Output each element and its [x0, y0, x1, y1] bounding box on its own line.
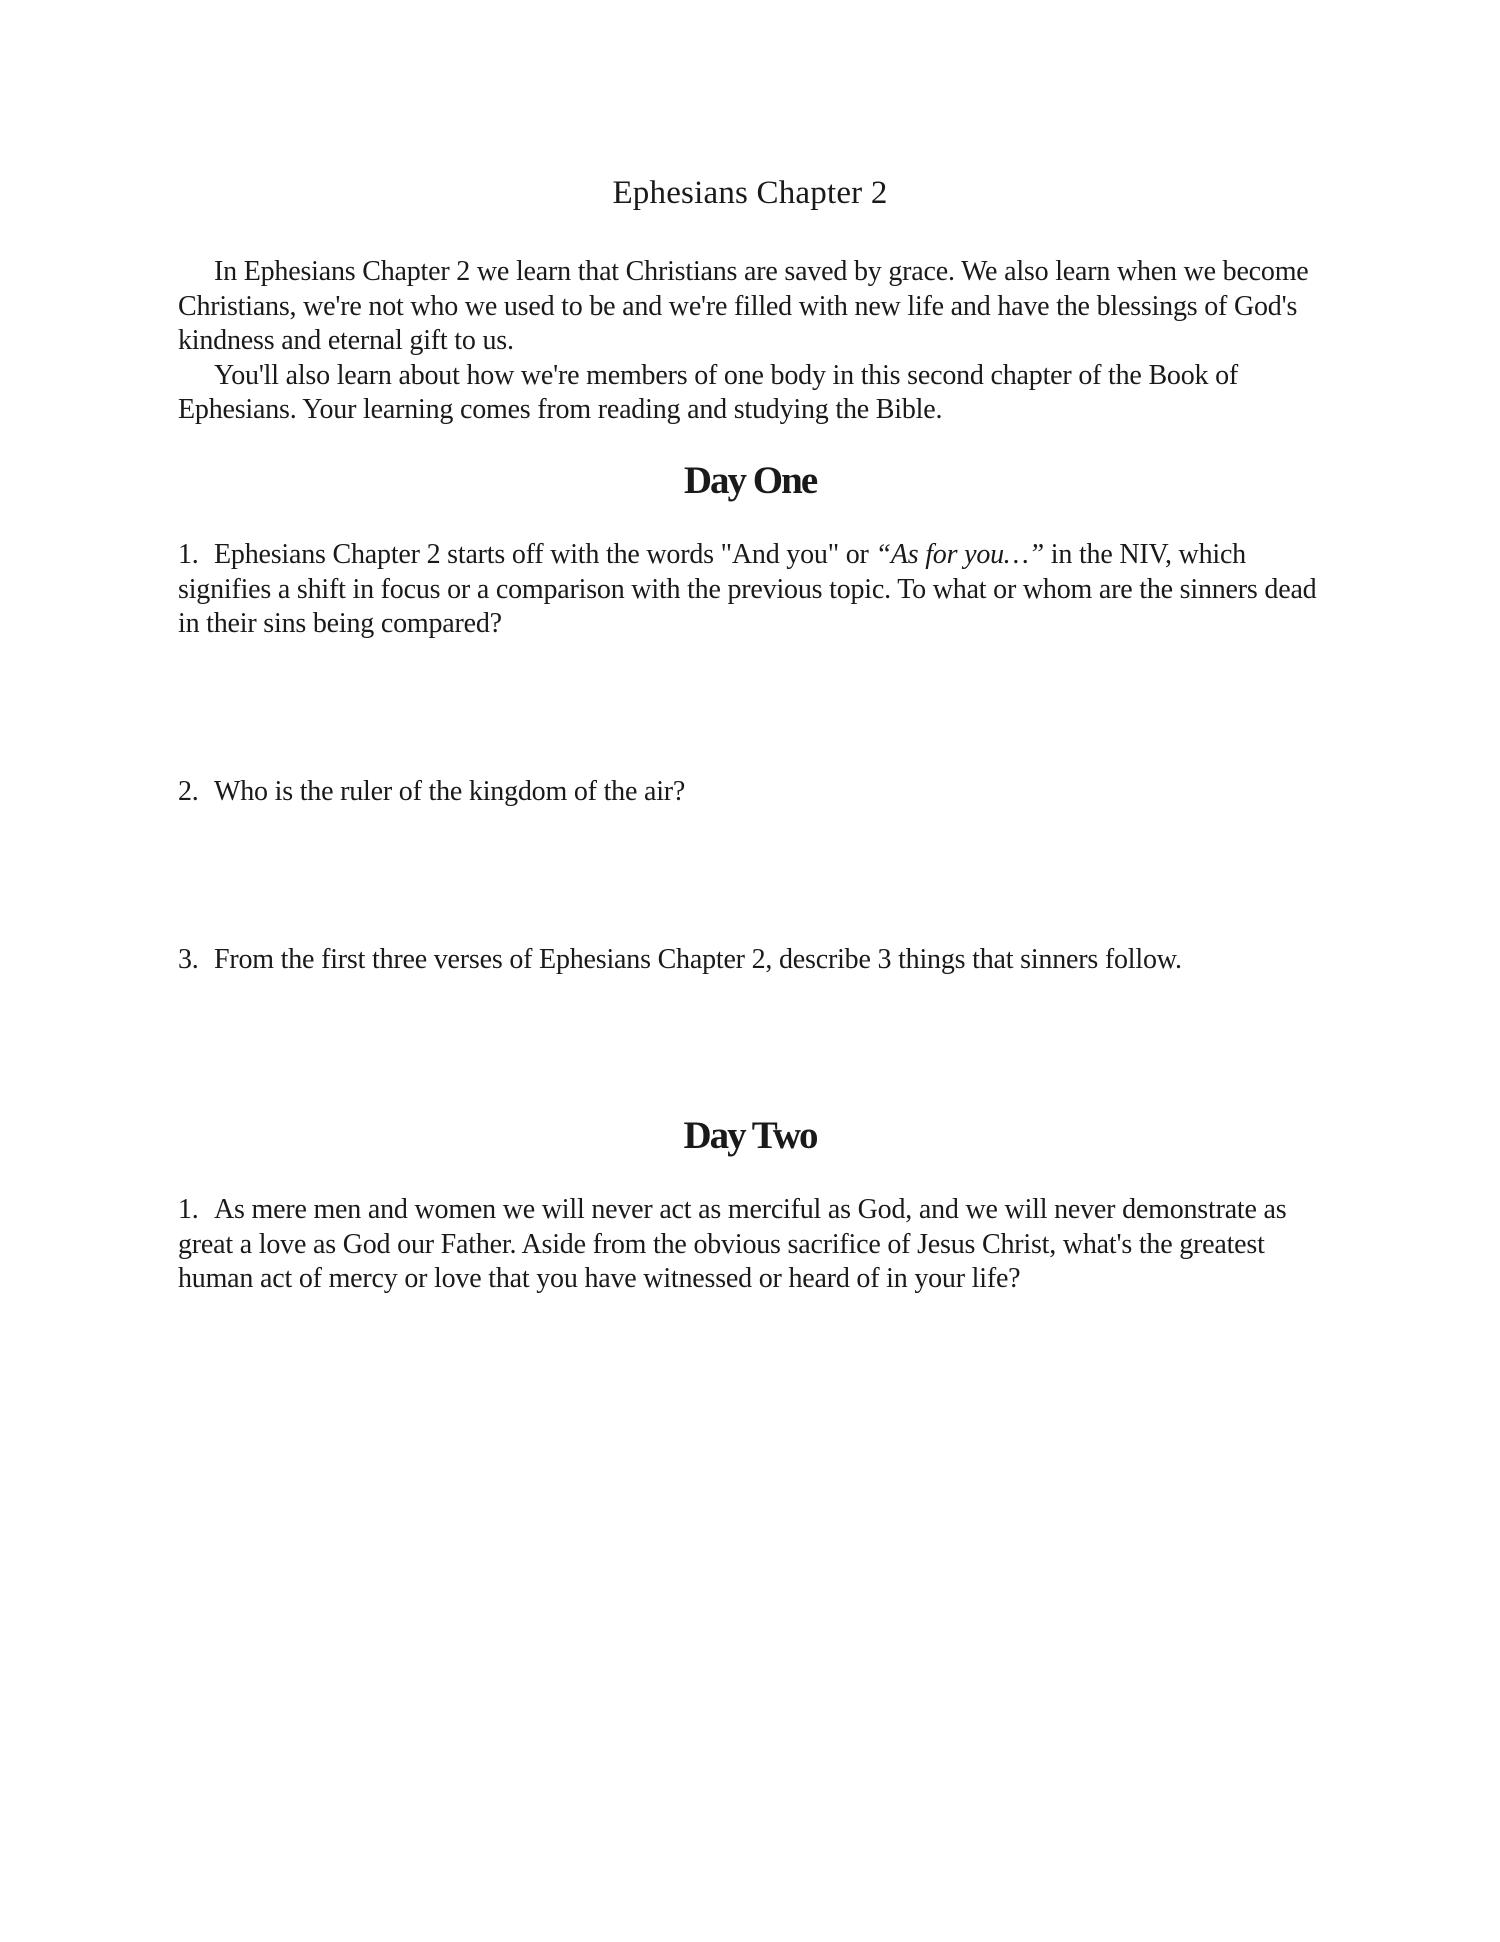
intro-paragraph-1: In Ephesians Chapter 2 we learn that Christians are saved by grace. We also learn when we become Christians, we're not who we used to be and we're filled with new life and have the blessings of God's kindness and eternal gift to us. [178, 256, 1309, 356]
day-two-question-1 [178, 1193, 1328, 1297]
day-one-question-3 [178, 943, 1328, 978]
question-text: From the first three verses of Ephesians Chapter 2, describe 3 things that sinners follow. [214, 944, 1182, 975]
day-one-question-1 [178, 538, 1328, 642]
question-text-end: in the NIV, which signifies a shift in focus or a comparison with the previous topic. To what or whom are the sinners dead in their sins being compared? [178, 539, 1317, 639]
question-number: 1. [178, 539, 199, 570]
question-number: 1. [178, 1194, 199, 1225]
question-text: As mere men and women we will never act as merciful as God, and we will never demonstrate as great a love as God our Father. Aside from the obvious sacrifice of Jesus Christ, what's the greatest human act of mercy or love that you have witnessed or heard of in your life? [178, 1194, 1287, 1294]
intro-section [178, 255, 1328, 428]
question-number: 2. [178, 776, 199, 807]
day-two-heading: Day Two [683, 1114, 817, 1157]
day-one-question-2 [178, 775, 1328, 810]
question-text-start: Ephesians Chapter 2 starts off with the words "And you" or [214, 539, 876, 570]
intro-paragraph-2: You'll also learn about how we're members of one body in this second chapter of the Book of Ephesians. Your learning comes from reading and studying the Bible. [178, 359, 1239, 425]
day-one-heading: Day One [683, 459, 817, 502]
question-number: 3. [178, 944, 199, 975]
question-text: Who is the ruler of the kingdom of the air? [214, 776, 686, 807]
page-title: Ephesians Chapter 2 [612, 175, 888, 211]
question-italic-quote: “As for you…” [875, 539, 1044, 570]
